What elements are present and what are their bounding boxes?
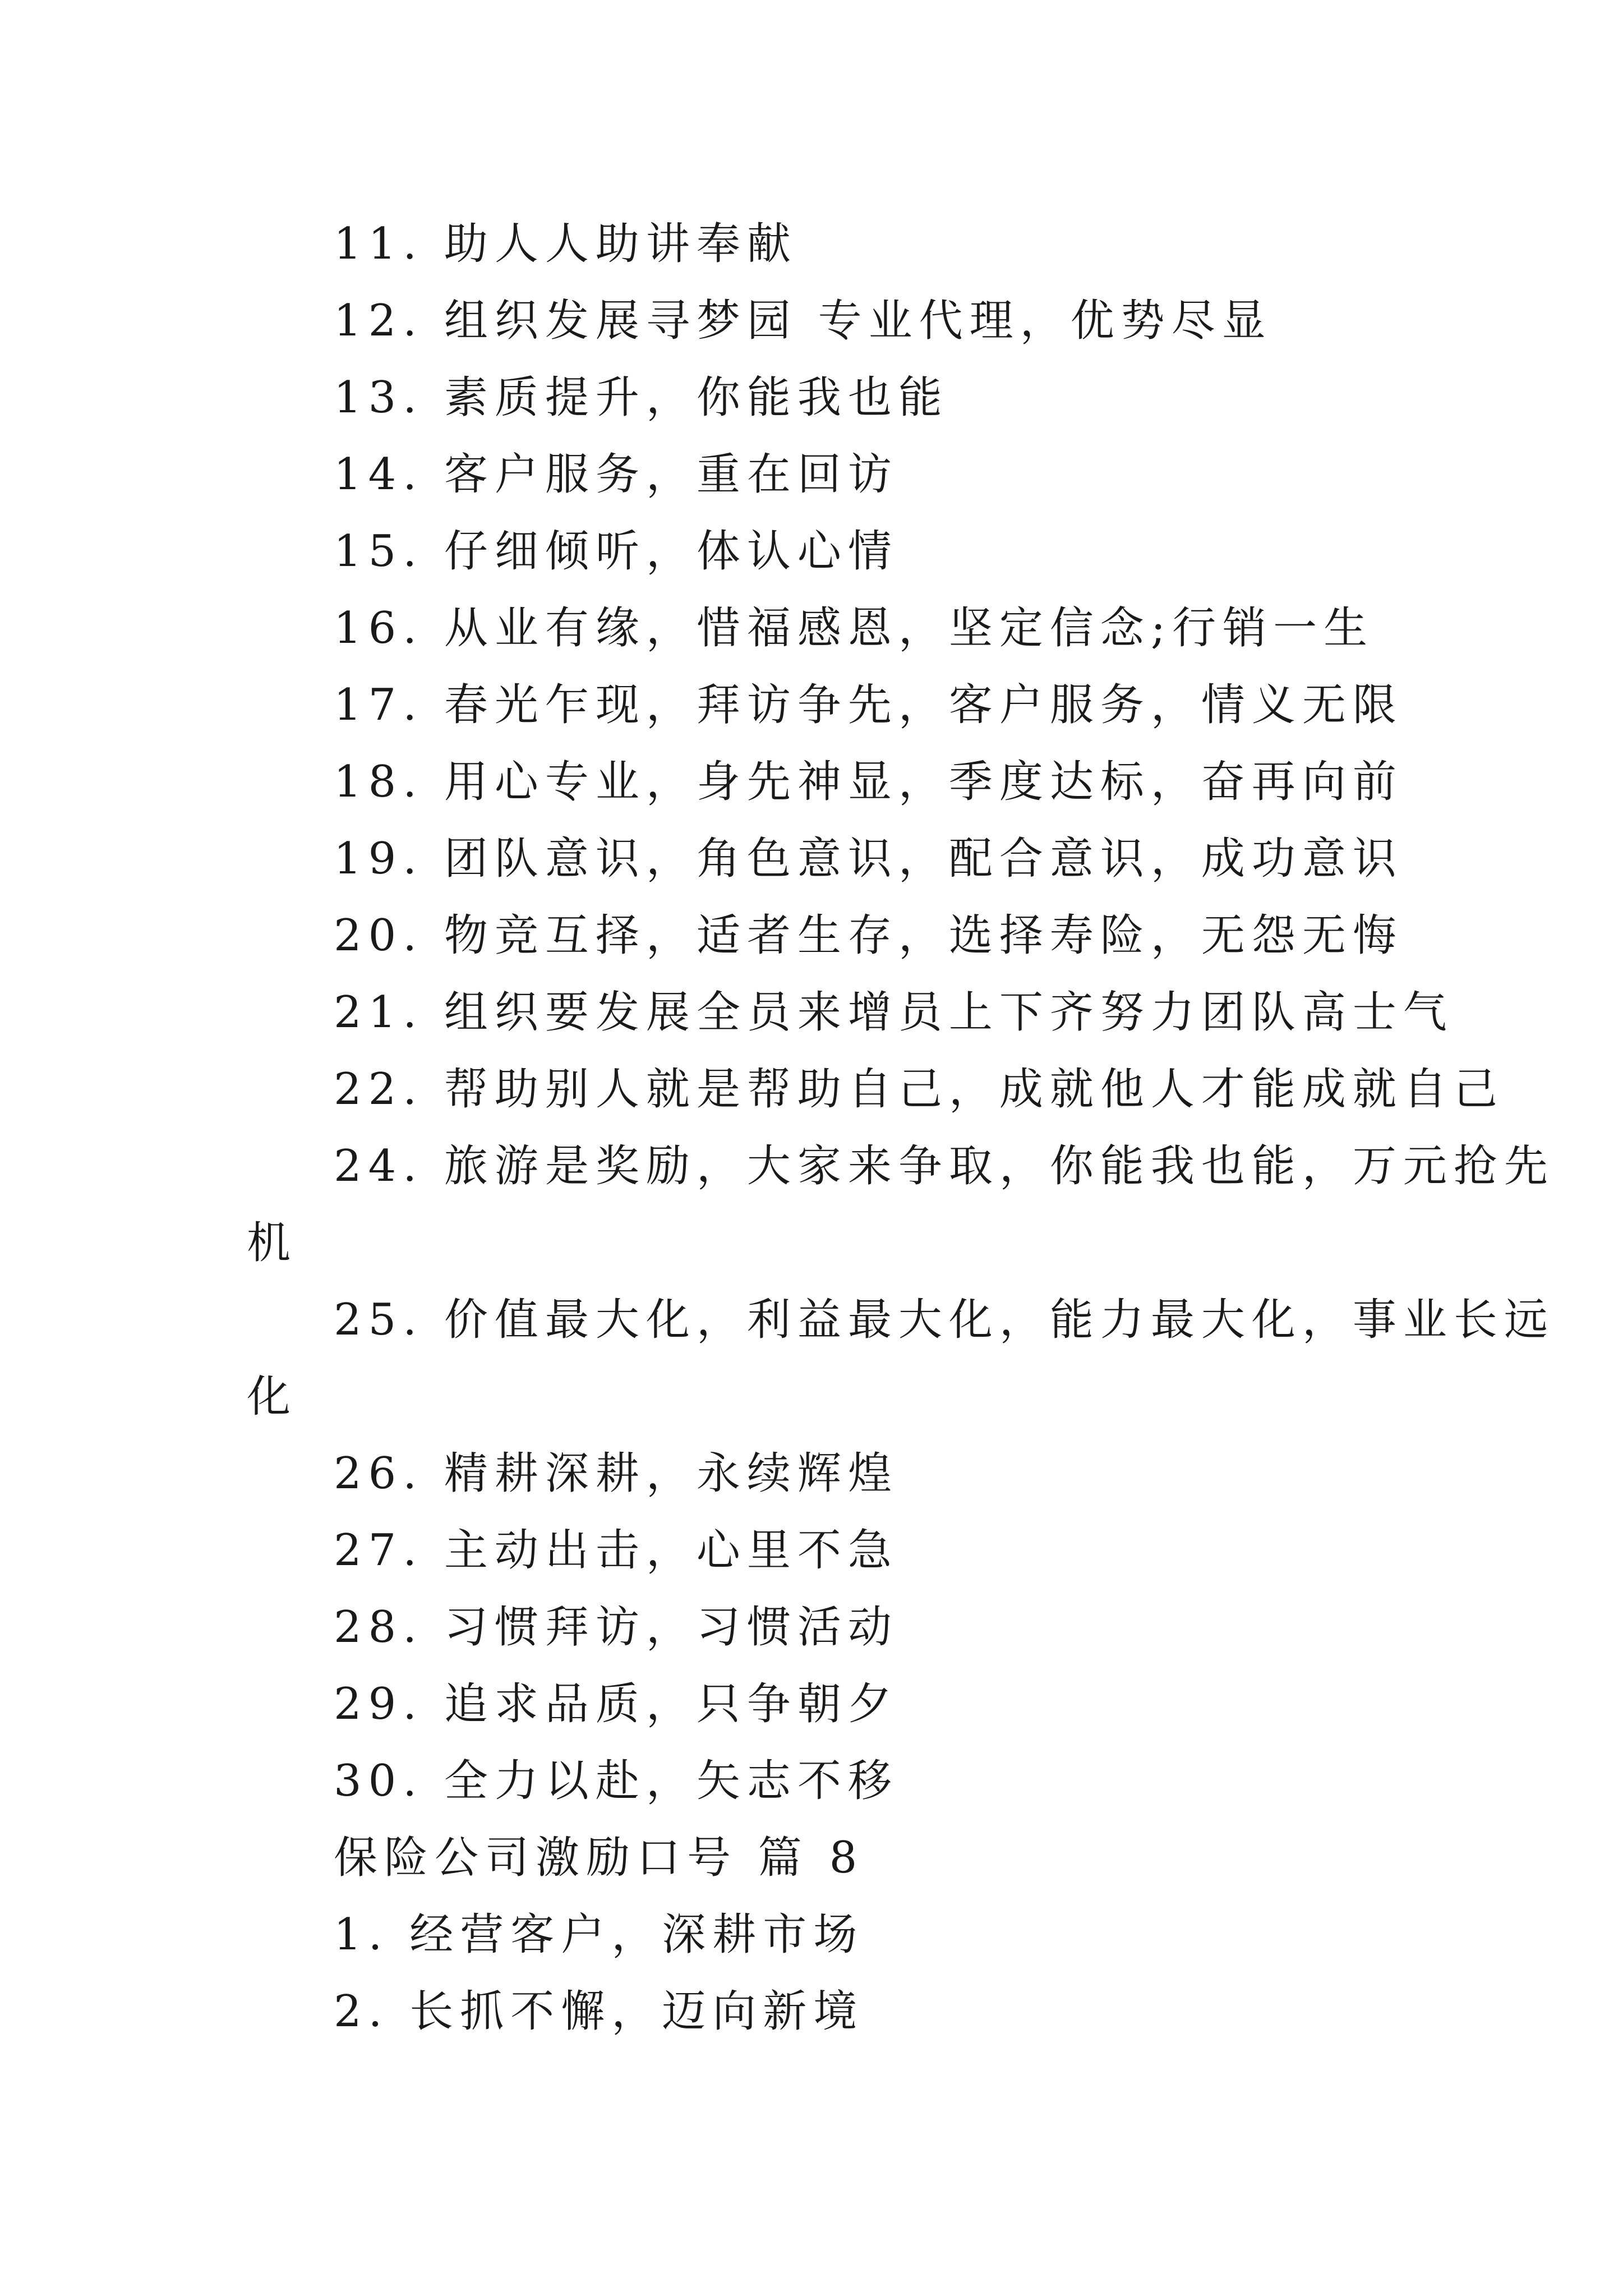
slogan-list <box>247 206 1555 2050</box>
list-item: 27. 主动出击，心里不急 <box>334 1525 898 1576</box>
list-item: 26. 精耕深耕，永续辉煌 <box>334 1448 898 1499</box>
list-item: 24. 旅游是奖励，大家来争取，你能我也能，万元抢先 <box>334 1141 1555 1191</box>
list-item: 20. 物竞互择，适者生存，选择寿险，无怨无悔 <box>334 910 1403 961</box>
list-item: 30. 全力以赴，矢志不移 <box>334 1756 898 1806</box>
list-item: 21. 组织要发展全员来增员上下齐努力团队高士气 <box>334 987 1454 1038</box>
list-item: 1. 经营客户，深耕市场 <box>334 1910 864 1960</box>
list-item: 15. 仔细倾听，体认心情 <box>334 526 898 577</box>
list-item: 14. 客户服务，重在回访 <box>334 449 898 500</box>
list-item: 13. 素质提升，你能我也能 <box>334 372 949 423</box>
list-item-continuation: 机 <box>247 1218 298 1268</box>
list-item: 18. 用心专业，身先神显，季度达标，奋再向前 <box>334 757 1403 807</box>
list-item: 16. 从业有缘，惜福感恩，坚定信念;行销一生 <box>334 603 1375 654</box>
list-item-continuation: 化 <box>247 1372 298 1422</box>
list-item: 12. 组织发展寻梦园 专业代理，优势尽显 <box>334 296 1272 346</box>
list-item: 17. 春光乍现，拜访争先，客户服务，情义无限 <box>334 680 1403 730</box>
list-item: 28. 习惯拜访，习惯活动 <box>334 1602 898 1653</box>
list-item: 25. 价值最大化，利益最大化，能力最大化，事业长远 <box>334 1295 1555 1345</box>
list-item: 22. 帮助别人就是帮助自己，成就他人才能成就自己 <box>334 1064 1504 1115</box>
list-item: 2. 长抓不懈，迈向新境 <box>334 1986 864 2037</box>
list-item: 29. 追求品质，只争朝夕 <box>334 1679 898 1729</box>
list-item: 19. 团队意识，角色意识，配合意识，成功意识 <box>334 834 1403 884</box>
list-item: 11. 助人人助讲奉献 <box>334 219 797 269</box>
section-heading: 保险公司激励口号 篇 8 <box>334 1833 864 1883</box>
